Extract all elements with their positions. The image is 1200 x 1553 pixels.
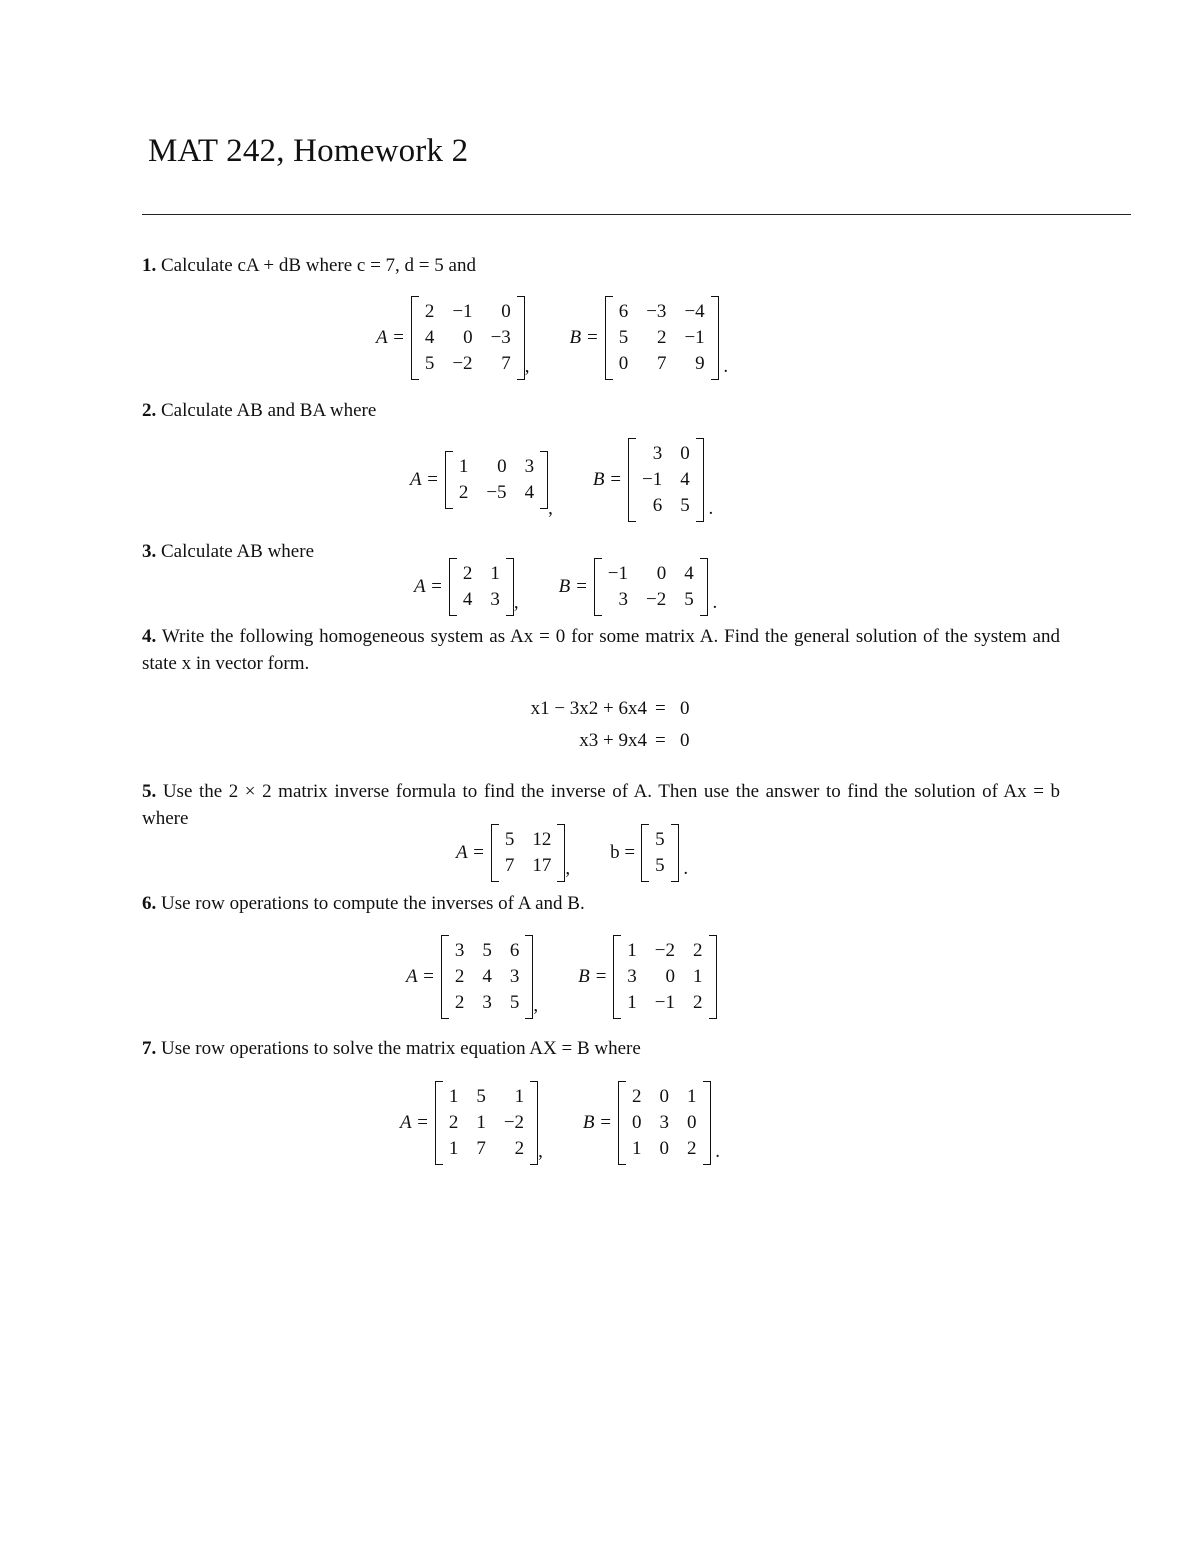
matrix-entries <box>457 558 506 616</box>
matrix-cell: 2 <box>454 966 465 987</box>
matrix-cell: 1 <box>514 1086 525 1107</box>
right-bracket <box>506 558 514 616</box>
matrix-cell: 6 <box>652 495 663 516</box>
matrix-cell: 5 <box>424 353 435 374</box>
comma-separator: , <box>538 1141 543 1162</box>
matrix-b <box>594 558 708 616</box>
matrix-cell: 9 <box>695 353 705 374</box>
matrix-entries <box>449 935 526 1019</box>
matrix-cell: 1 <box>693 966 703 987</box>
matrix-a <box>411 296 525 380</box>
left-bracket <box>628 438 636 522</box>
matrix-cell: 5 <box>684 589 694 610</box>
matrix-cell: 4 <box>524 482 535 503</box>
problem-text: Calculate cA + dB where c = 7, d = 5 and <box>161 255 476 276</box>
matrix-cell: 17 <box>532 855 552 876</box>
matrix-cell: 0 <box>497 456 507 477</box>
matrix-cell: −2 <box>646 589 667 610</box>
matrix-cell: 1 <box>448 1138 459 1159</box>
matrix-cell: 2 <box>632 1086 642 1107</box>
matrix-entries <box>626 1081 703 1165</box>
matrix-cell: 1 <box>458 456 469 477</box>
matrix-b <box>605 296 719 380</box>
matrix-cell: 2 <box>693 992 703 1013</box>
matrix-cell: 5 <box>655 855 665 876</box>
matrix-a <box>491 824 566 882</box>
period: . <box>718 356 729 377</box>
problem-number: 1. <box>142 255 157 276</box>
matrix-entries <box>621 935 708 1019</box>
matrix-entries <box>649 824 671 882</box>
matrix-cell: 3 <box>659 1112 669 1133</box>
matrix-cell: 3 <box>618 589 628 610</box>
period: . <box>710 1141 720 1162</box>
matrix-a <box>449 558 514 616</box>
matrix-cell: 3 <box>627 966 637 987</box>
matrix-cell: 0 <box>659 1138 669 1159</box>
matrix-cell: 2 <box>454 992 465 1013</box>
problem-text: Use the 2 × 2 matrix inverse formula to find the inverse of A. Then use the answer to find the solution of Ax = b where <box>142 781 1060 829</box>
matrix-entries <box>602 558 700 616</box>
matrix-b-label: B = <box>578 966 608 987</box>
problem-number: 4. <box>142 626 157 647</box>
comma-separator: , <box>565 858 571 879</box>
matrix-cell: 5 <box>618 327 629 348</box>
problem-number: 7. <box>142 1038 157 1059</box>
matrix-cell: 3 <box>652 443 663 464</box>
matrix-cell: 0 <box>665 966 675 987</box>
matrix-a <box>441 935 534 1019</box>
problem-text: Calculate AB where <box>161 541 315 562</box>
problem-text: Calculate AB and BA where <box>161 400 377 421</box>
matrix-entries <box>453 451 540 509</box>
matrix-cell: −1 <box>607 563 628 584</box>
matrix-cell: 4 <box>482 966 492 987</box>
matrix-cell: 7 <box>501 353 511 374</box>
matrix-cell: −1 <box>654 992 675 1013</box>
matrix-b <box>628 438 704 522</box>
matrix-a-label: A = <box>456 842 485 863</box>
matrix-cell: 1 <box>632 1138 642 1159</box>
left-bracket <box>491 824 499 882</box>
matrix-cell: 1 <box>476 1112 486 1133</box>
problem-3-statement <box>142 538 314 565</box>
problem-number: 6. <box>142 893 157 914</box>
matrix-cell: 5 <box>504 829 515 850</box>
problem-7-matrices <box>400 1081 720 1165</box>
matrix-cell: 2 <box>514 1138 525 1159</box>
matrix-cell: 0 <box>659 1086 669 1107</box>
matrix-entries <box>443 1081 530 1165</box>
right-bracket <box>703 1081 711 1165</box>
left-bracket <box>411 296 419 380</box>
left-bracket <box>613 935 621 1019</box>
matrix-cell: 2 <box>693 940 703 961</box>
matrix-cell: −1 <box>684 327 705 348</box>
left-bracket <box>618 1081 626 1165</box>
matrix-cell: 5 <box>655 829 665 850</box>
period: . <box>678 858 689 879</box>
matrix-cell: 3 <box>524 456 535 477</box>
problem-6-statement <box>142 890 585 917</box>
left-bracket <box>605 296 613 380</box>
matrix-cell: 5 <box>509 992 520 1013</box>
problem-6-matrices <box>406 935 717 1019</box>
left-bracket <box>594 558 602 616</box>
matrix-cell: 0 <box>632 1112 642 1133</box>
right-bracket <box>557 824 565 882</box>
matrix-b-label: B = <box>592 469 622 490</box>
problem-1-statement <box>142 252 476 279</box>
problem-3-matrices <box>414 558 717 616</box>
matrix-cell: −4 <box>684 301 705 322</box>
matrix-a <box>435 1081 538 1165</box>
matrix-cell: 2 <box>656 327 667 348</box>
matrix-cell: −3 <box>490 327 511 348</box>
matrix-b-label: B = <box>582 1112 612 1133</box>
matrix-entries <box>636 438 696 522</box>
problem-text: Use row operations to compute the inverses of A and B. <box>161 893 585 914</box>
matrix-cell: 3 <box>509 966 520 987</box>
period: . <box>707 592 718 613</box>
matrix-cell: 2 <box>462 563 473 584</box>
problem-1-matrices <box>376 296 728 380</box>
matrix-cell: 3 <box>490 589 500 610</box>
matrix-b <box>613 935 716 1019</box>
matrix-a-label: A = <box>406 966 435 987</box>
problem-4-statement <box>142 623 1060 677</box>
right-bracket <box>671 824 679 882</box>
matrix-cell: 2 <box>458 482 469 503</box>
matrix-cell: 0 <box>656 563 667 584</box>
matrix-cell: 3 <box>482 992 492 1013</box>
matrix-b-label: B = <box>569 327 599 348</box>
matrix-a-label: A = <box>400 1112 429 1133</box>
matrix-cell: 1 <box>627 940 637 961</box>
right-bracket <box>530 1081 538 1165</box>
matrix-cell: 5 <box>482 940 492 961</box>
matrix-cell: 2 <box>687 1138 697 1159</box>
matrix-cell: −2 <box>452 353 473 374</box>
problem-5-matrices <box>456 824 688 882</box>
matrix-cell: 3 <box>454 940 465 961</box>
right-bracket <box>525 935 533 1019</box>
left-bracket <box>449 558 457 616</box>
left-bracket <box>441 935 449 1019</box>
matrix-cell: 1 <box>627 992 637 1013</box>
matrix-cell: −1 <box>642 469 663 490</box>
matrix-cell: 1 <box>490 563 500 584</box>
problem-number: 3. <box>142 541 157 562</box>
right-bracket <box>540 451 548 509</box>
matrix-cell: −3 <box>646 301 667 322</box>
left-bracket <box>445 451 453 509</box>
matrix-cell: 4 <box>424 327 435 348</box>
right-bracket <box>696 438 704 522</box>
matrix-cell: 1 <box>448 1086 459 1107</box>
equation-1-rhs: = 0 <box>655 698 690 719</box>
matrix-cell: 0 <box>463 327 473 348</box>
matrix-cell: 12 <box>532 829 552 850</box>
right-bracket <box>711 296 719 380</box>
matrix-b-label: B = <box>558 576 588 597</box>
matrix-cell: 7 <box>476 1138 486 1159</box>
problem-number: 5. <box>142 781 157 802</box>
problem-text: Use row operations to solve the matrix equation AX = B where <box>161 1038 641 1059</box>
matrix-cell: 7 <box>504 855 515 876</box>
matrix-cell: 0 <box>687 1112 697 1133</box>
matrix-cell: 2 <box>424 301 435 322</box>
equation-2-lhs: x3 + 9x4 <box>579 730 647 751</box>
comma-separator: , <box>513 592 519 613</box>
matrix-cell: 0 <box>501 301 511 322</box>
right-bracket <box>709 935 717 1019</box>
left-bracket <box>641 824 649 882</box>
matrix-cell: −2 <box>654 940 675 961</box>
matrix-b <box>618 1081 711 1165</box>
title-divider <box>142 214 1131 215</box>
matrix-cell: 2 <box>448 1112 459 1133</box>
period: . <box>703 498 714 519</box>
matrix-cell: 6 <box>509 940 520 961</box>
matrix-entries <box>499 824 558 882</box>
problem-2-statement <box>142 397 376 424</box>
comma-separator: , <box>524 356 530 377</box>
right-bracket <box>517 296 525 380</box>
matrix-cell: 7 <box>656 353 667 374</box>
matrix-cell: 0 <box>618 353 629 374</box>
left-bracket <box>435 1081 443 1165</box>
matrix-cell: 4 <box>462 589 473 610</box>
matrix-a <box>445 451 548 509</box>
matrix-cell: −2 <box>503 1112 525 1133</box>
matrix-cell: 5 <box>680 495 690 516</box>
right-bracket <box>700 558 708 616</box>
page-title: MAT 242, Homework 2 <box>148 133 469 169</box>
matrix-cell: 6 <box>618 301 629 322</box>
vector-b-label: b = <box>610 842 636 863</box>
matrix-a-label: A = <box>414 576 443 597</box>
equation-2-rhs: = 0 <box>655 730 690 751</box>
problem-2-matrices <box>410 438 713 522</box>
matrix-cell: −5 <box>486 482 507 503</box>
matrix-a-label: A = <box>376 327 405 348</box>
matrix-cell: 4 <box>680 469 690 490</box>
matrix-entries <box>419 296 517 380</box>
equation-1-lhs: x1 − 3x2 + 6x4 <box>530 698 647 719</box>
vector-b <box>641 824 679 882</box>
matrix-cell: 1 <box>687 1086 697 1107</box>
matrix-cell: 4 <box>684 563 694 584</box>
comma-separator: , <box>548 498 553 519</box>
matrix-a-label: A = <box>410 469 439 490</box>
matrix-cell: −1 <box>452 301 473 322</box>
matrix-cell: 5 <box>476 1086 486 1107</box>
problem-7-statement <box>142 1035 641 1062</box>
comma-separator: , <box>533 995 539 1016</box>
problem-text: Write the following homogeneous system as Ax = 0 for some matrix A. Find the general solution of the system and state x in vector form. <box>142 626 1060 674</box>
problem-number: 2. <box>142 400 157 421</box>
matrix-cell: 0 <box>680 443 690 464</box>
matrix-entries <box>613 296 711 380</box>
